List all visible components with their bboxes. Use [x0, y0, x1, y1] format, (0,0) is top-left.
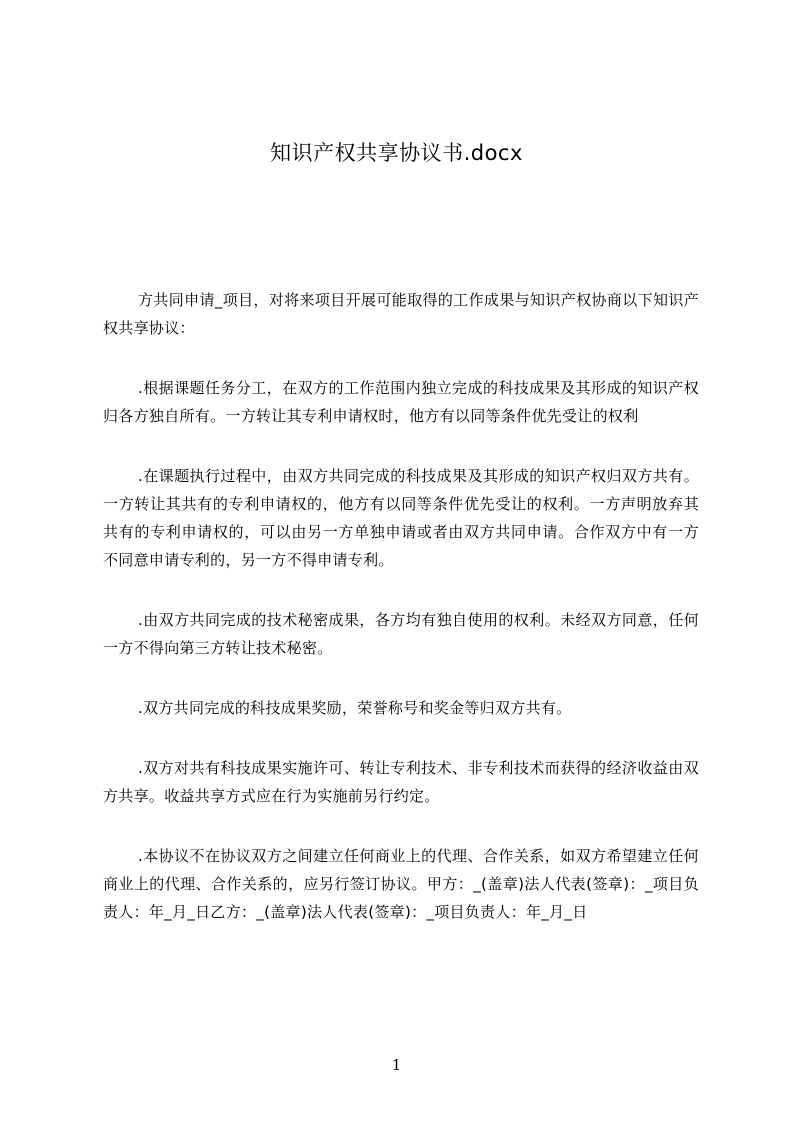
clause-paragraph-6: .本协议不在协议双方之间建立任何商业上的代理、合作关系，如双方希望建立任何商业上的代理、合作关系的，应另行签订协议。甲方：_(盖章)法人代表(签章)：_项目负责人：年_月_日乙方：_(盖章)法人代表(签章)：_项目负责人：年_月_日	[103, 847, 699, 921]
clause-paragraph-3: .由双方共同完成的技术秘密成果，各方均有独自使用的权利。未经双方同意，任何一方不得向第三方转让技术秘密。	[103, 611, 699, 657]
page-number: 1	[391, 1056, 402, 1074]
document-body	[103, 286, 699, 958]
clause-paragraph-2: .在课题执行过程中，由双方共同完成的科技成果及其形成的知识产权归双方共有。一方转让其共有的专利申请权的，他方有以同等条件优先受让的权利。一方声明放弃其共有的专利申请权的，可以由另一方单独申请或者由双方共同申请。合作双方中有一方不同意申请专利的，另一方不得申请专利。	[103, 467, 699, 569]
clause-paragraph-4: .双方共同完成的科技成果奖励，荣誉称号和奖金等归双方共有。	[138, 699, 572, 717]
clause-paragraph-1: .根据课题任务分工，在双方的工作范围内独立完成的科技成果及其形成的知识产权归各方独自所有。一方转让其专利申请权时，他方有以同等条件优先受让的权利	[103, 379, 699, 425]
intro-paragraph: 方共同申请_项目，对将来项目开展可能取得的工作成果与知识产权协商以下知识产权共享协议：	[103, 291, 699, 337]
clause-paragraph-5: .双方对共有科技成果实施许可、转让专利技术、非专利技术而获得的经济收益由双方共享。收益共享方式应在行为实施前另行约定。	[103, 759, 699, 805]
document-title: 知识产权共享协议书.docx	[270, 141, 523, 165]
